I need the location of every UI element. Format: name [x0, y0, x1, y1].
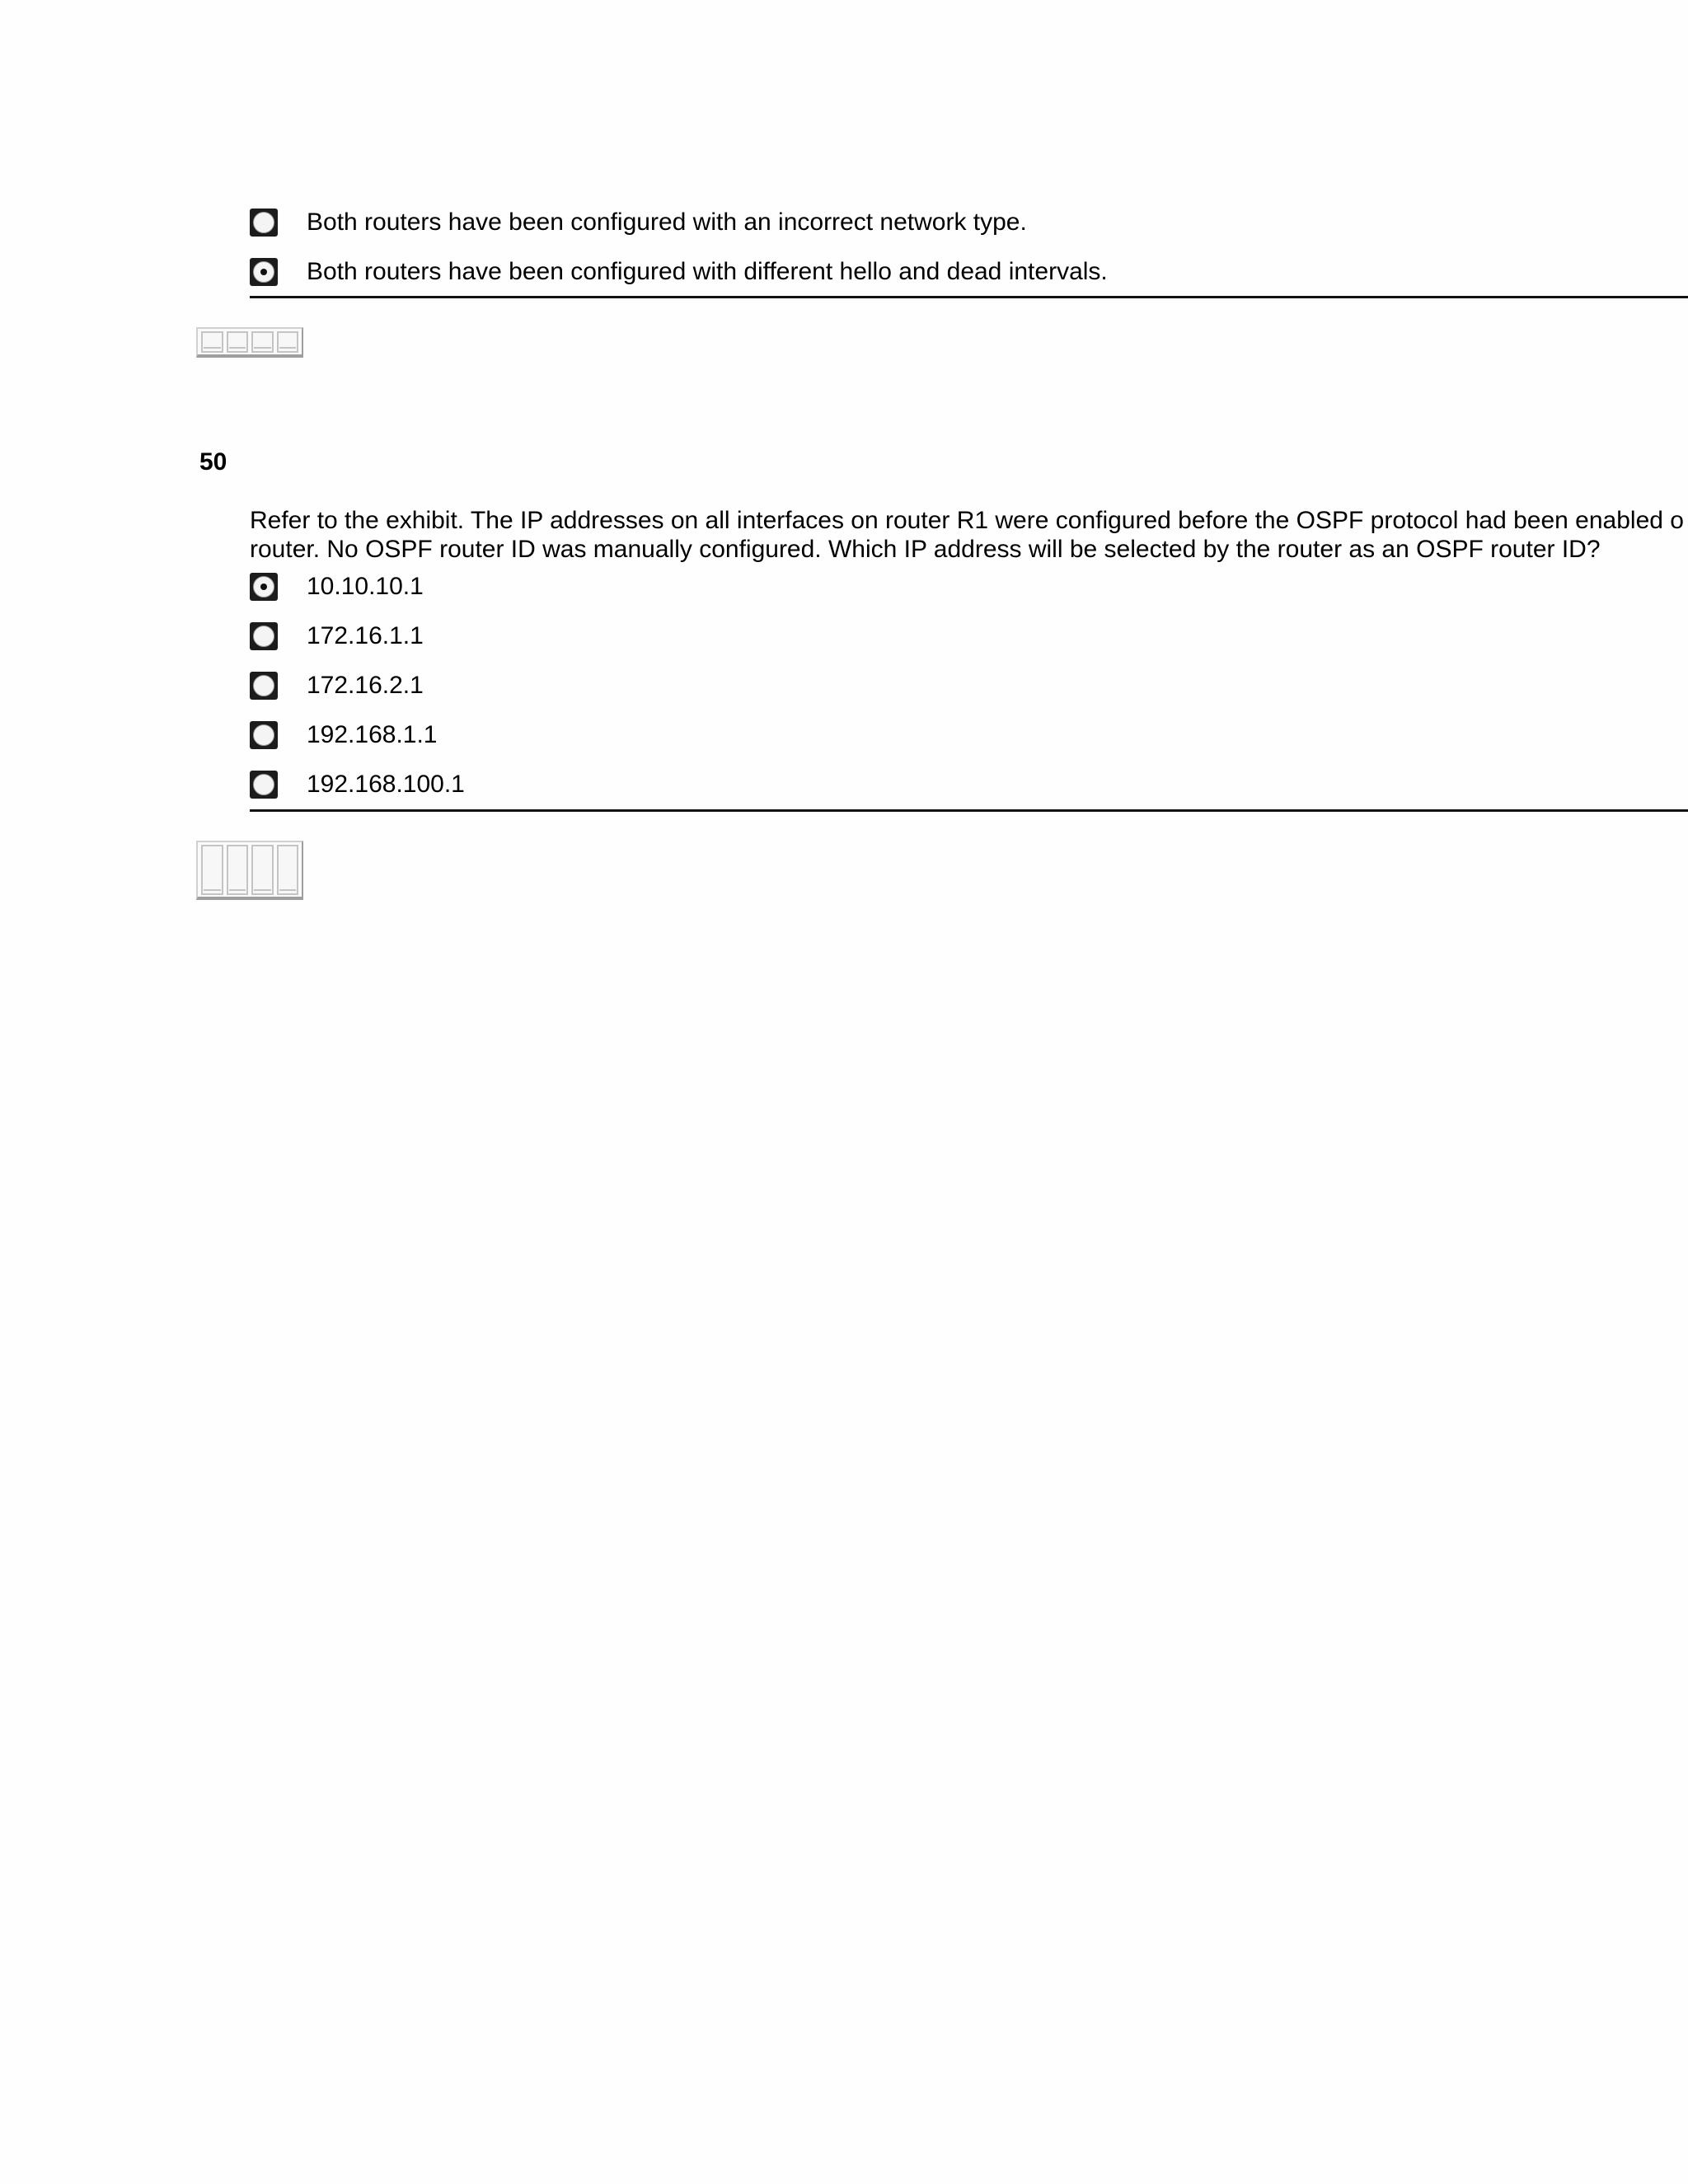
nav-button[interactable]: [227, 331, 249, 353]
answer-option-label: 172.16.2.1: [307, 672, 424, 699]
nav-button[interactable]: [227, 845, 249, 895]
radio-button-selected[interactable]: [250, 258, 278, 286]
question-number: 50: [199, 448, 227, 476]
answer-option[interactable]: [250, 719, 437, 752]
question-text-line: router. No OSPF router ID was manually configured. Which IP address will be selected by the router as an OSPF router ID?: [250, 536, 1601, 563]
answer-option[interactable]: [250, 669, 424, 702]
answer-option-label: 172.16.1.1: [307, 622, 424, 649]
nav-button[interactable]: [251, 845, 274, 895]
nav-button[interactable]: [201, 331, 223, 353]
answer-option-label: 192.168.100.1: [307, 771, 465, 798]
answer-option-label: 192.168.1.1: [307, 721, 438, 748]
answer-option-label: Both routers have been configured with different hello and dead intervals.: [307, 258, 1108, 285]
answer-option-label: Both routers have been configured with an incorrect network type.: [307, 209, 1027, 236]
divider: [250, 296, 1688, 298]
nav-button[interactable]: [201, 845, 223, 895]
answer-option-label: 10.10.10.1: [307, 573, 424, 600]
radio-button[interactable]: [250, 721, 278, 749]
nav-button[interactable]: [277, 331, 299, 353]
answer-option[interactable]: [250, 206, 1027, 239]
radio-button[interactable]: [250, 209, 278, 237]
answer-option[interactable]: [250, 620, 424, 653]
answer-option[interactable]: [250, 570, 424, 603]
nav-button[interactable]: [277, 845, 299, 895]
divider: [250, 809, 1688, 812]
question-nav-buttons: [196, 327, 303, 358]
question-nav-buttons: [196, 841, 303, 900]
radio-button[interactable]: [250, 622, 278, 650]
radio-button[interactable]: [250, 771, 278, 799]
question-text: [250, 506, 1688, 564]
answer-option[interactable]: [250, 255, 1108, 288]
question-text-line: Refer to the exhibit. The IP addresses on all interfaces on router R1 were configured before the OSPF protocol had been enabled o: [250, 507, 1684, 534]
radio-button-selected[interactable]: [250, 573, 278, 601]
answer-option[interactable]: [250, 768, 465, 801]
nav-button[interactable]: [251, 331, 274, 353]
radio-button[interactable]: [250, 672, 278, 700]
